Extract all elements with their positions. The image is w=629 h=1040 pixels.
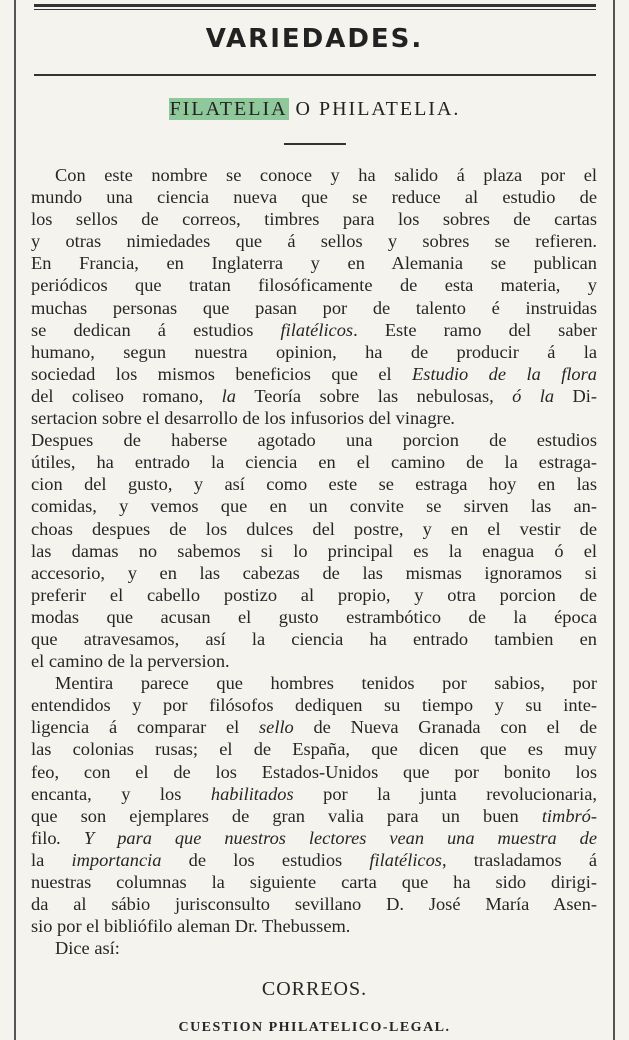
text-segment: choas despues de los dulces del postre, y en el vestir de	[31, 518, 597, 539]
text-segment: accesorio, y en las cabezas de las mismas ignoramos si	[31, 562, 597, 583]
text-segment: Teoría sobre las nebulosas	[254, 385, 490, 406]
italic-segment: habilitados	[210, 783, 294, 804]
text-line	[31, 871, 597, 893]
text-segment: de los estudios	[161, 849, 370, 870]
text-segment: el camino de la perversion.	[31, 651, 230, 672]
text-segment: . Este ramo del saber	[353, 319, 597, 340]
top-thick-rule	[34, 4, 596, 7]
text-line	[31, 783, 597, 805]
text-segment: muchas personas que pasan por de talento é instruidas	[31, 297, 597, 318]
top-thin-rule	[34, 9, 596, 10]
text-line	[31, 716, 597, 738]
text-segment: que atravesamos, así la ciencia ha entrado tambien en	[31, 628, 597, 649]
text-segment: encanta, y los	[31, 783, 211, 804]
text-segment: , trasladamos á	[441, 849, 598, 870]
text-line	[31, 186, 597, 208]
text-segment: los sellos de correos, timbres para los sobres de cartas	[31, 209, 597, 230]
text-segment: En Francia, en Inglaterra y en Alemania se publican	[31, 253, 597, 274]
text-segment: sio por el bibliófilo aleman Dr. Thebussem.	[31, 916, 351, 937]
text-line	[31, 606, 597, 628]
text-line	[31, 274, 597, 296]
text-line	[31, 451, 597, 473]
text-segment: Mentira parece que hombres tenidos por sabios, por	[55, 673, 597, 694]
left-column-rule	[14, 0, 16, 1040]
italic-segment: importancia	[71, 849, 162, 870]
text-segment: comidas, y vemos que en un convite se sirven las an-	[31, 496, 597, 517]
text-segment: Di-	[572, 385, 597, 406]
text-segment: se dedican á estudios	[31, 319, 281, 340]
text-line	[31, 937, 597, 959]
text-segment: la	[31, 849, 72, 870]
letter-subheading: CUESTION PHILATELICO-LEGAL.	[178, 1020, 451, 1035]
text-line	[31, 761, 597, 783]
article-title	[0, 98, 629, 121]
letter-heading: CORREOS.	[261, 978, 368, 1000]
text-line	[31, 893, 597, 915]
italic-segment: Estudio de la flora	[412, 363, 597, 384]
text-line	[31, 805, 597, 827]
text-segment: ligencia á comparar el	[31, 717, 260, 738]
text-line	[31, 827, 597, 849]
article-body	[31, 164, 597, 959]
text-line	[31, 495, 597, 517]
text-line	[31, 297, 597, 319]
text-line	[31, 540, 597, 562]
text-segment: Con este nombre se conoce y ha salido á plaza por el	[55, 165, 597, 185]
text-line	[31, 672, 597, 694]
text-line	[31, 252, 597, 274]
text-line	[31, 429, 597, 451]
text-segment: del coliseo romano	[31, 385, 199, 406]
text-line	[31, 915, 597, 937]
text-line	[31, 518, 597, 540]
text-line	[31, 319, 597, 341]
text-segment: sertacion sobre el desarrollo de los infusorios del vinagre	[31, 408, 451, 429]
text-line	[31, 385, 597, 407]
right-column-rule	[613, 0, 615, 1040]
text-segment: Despues de haberse agotado una porcion de estudios	[31, 430, 597, 451]
italic-segment: filatélicos	[369, 849, 442, 870]
text-line	[31, 849, 597, 871]
highlighted-word: FILATELIA	[169, 98, 288, 120]
text-segment: modas que acusan el gusto estrambótico de la época	[31, 606, 597, 627]
title-underline	[284, 143, 346, 145]
text-line	[31, 738, 597, 760]
section-divider	[34, 74, 596, 76]
text-segment: cion del gusto, y así como este se estraga hoy en las	[31, 474, 597, 495]
text-segment: que son ejemplares de gran valia para un buen	[31, 805, 542, 826]
italic-segment: , ó la	[489, 385, 573, 406]
text-segment: útiles, ha entrado la ciencia en el camino de la estraga-	[31, 452, 597, 473]
text-segment: nuestras columnas la siguiente carta que ha sido dirigi-	[31, 872, 597, 892]
text-segment: entendidos y por filósofos dediquen su tiempo y su inte-	[31, 695, 597, 716]
text-line	[31, 650, 597, 672]
text-segment: las damas no sabemos si lo principal es la enagua ó el	[31, 540, 597, 561]
text-line	[31, 473, 597, 495]
text-line	[31, 341, 597, 363]
text-segment: de Nueva Granada con el de	[293, 717, 597, 738]
italic-segment: timbró-	[541, 805, 597, 826]
text-segment: da al sábio jurisconsulto sevillano D. José María Asen-	[31, 894, 597, 915]
italic-segment: .	[450, 408, 456, 429]
italic-segment: , la	[198, 385, 255, 406]
text-segment: y otras nimiedades que á sellos y sobres se refieren.	[31, 231, 597, 252]
text-line	[31, 208, 597, 230]
text-line	[31, 407, 597, 429]
text-line	[31, 694, 597, 716]
text-line	[31, 230, 597, 252]
text-segment: sociedad los mismos beneficios que el	[31, 363, 413, 384]
article-title-rest: O PHILATELIA.	[288, 98, 461, 120]
text-segment: las colonias rusas; el de España, que dicen que es muy	[31, 739, 597, 760]
text-segment: feo, con el de los Estados-Unidos que por bonito los	[31, 761, 597, 782]
text-segment: humano, segun nuestra opinion, ha de producir á la	[31, 341, 597, 362]
text-segment: mundo una ciencia nueva que se reduce al estudio de	[31, 187, 597, 208]
section-title: VARIEDADES.	[205, 24, 424, 54]
text-segment: filo	[31, 827, 57, 848]
text-segment: Dice así:	[55, 938, 120, 959]
text-segment: por la junta revolucionaria,	[293, 783, 597, 804]
italic-segment: . Y para que nuestros lectores vean una muestra de	[56, 827, 597, 848]
text-line	[31, 562, 597, 584]
italic-segment: sello	[259, 717, 294, 738]
italic-segment: filatélicos	[280, 319, 354, 340]
text-line	[31, 164, 597, 186]
text-line	[31, 584, 597, 606]
text-line	[31, 628, 597, 650]
text-segment: preferir el cabello postizo al propio, y otra porcion de	[31, 584, 597, 605]
text-line	[31, 363, 597, 385]
text-segment: periódicos que tratan filosóficamente de esta materia, y	[31, 275, 597, 296]
